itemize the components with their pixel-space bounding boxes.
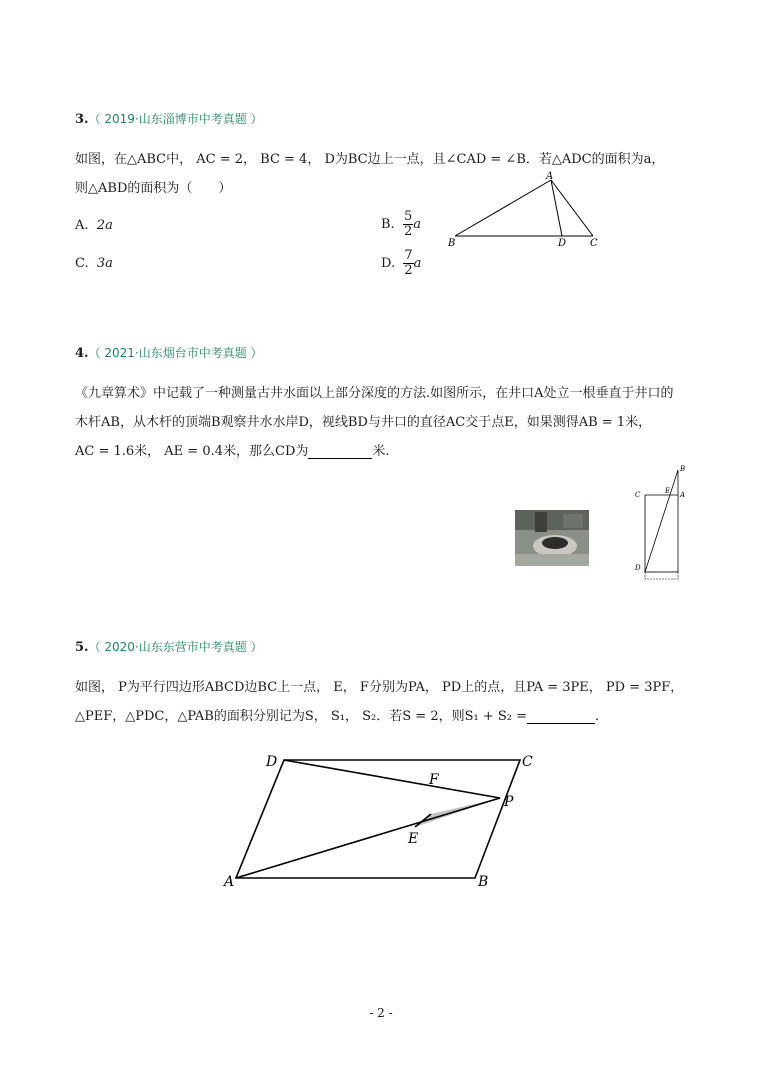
q4-header — [75, 344, 263, 361]
q3-label-a: A — [546, 171, 554, 182]
q5-label-p: P — [504, 794, 514, 810]
q5-text-line1: 如图， P为平行四边形ABCD边BC上一点， E， F分别为PA， PD上的点，且PA = 3PE， PD = 3PF， — [75, 680, 684, 695]
q5-source: （ 2020·山东东营市中考真题 ） — [88, 640, 263, 654]
q4-well-photo — [515, 510, 589, 566]
q3-option-b-numerator: 5 — [403, 209, 413, 224]
q5-label-c: C — [522, 754, 533, 770]
q4-text-line2: 木杆AB，从木杆的顶端B观察井水水岸D，视线BD与井口的直径AC交于点E，如果测得AB = 1米， — [75, 415, 652, 430]
q3-label-b: B — [448, 238, 456, 249]
q3-option-d-denominator: 2 — [404, 263, 413, 278]
q3-option-d-label: D. — [381, 256, 396, 271]
q4-label-a: A — [680, 491, 686, 499]
q4-text-line3b: 米. — [372, 444, 390, 459]
q3-text-line2: 则△ABD的面积为（ ） — [75, 181, 232, 196]
q3-option-b-var: a — [413, 217, 421, 232]
q5-text-line2a: △PEF，△PDC，△PAB的面积分别记为S， S₁， S₂．若S = 2，则S₁ + S₂ = — [75, 709, 528, 724]
q3-triangle-figure — [445, 168, 605, 252]
q3-number: 3. — [75, 112, 89, 127]
page-number: - 2 - — [369, 1006, 393, 1020]
q5-header — [75, 638, 263, 655]
q3-option-d-var: a — [413, 256, 422, 271]
q5-number: 5. — [75, 640, 89, 655]
q5-label-e: E — [408, 831, 419, 847]
q3-option-d[interactable] — [381, 249, 421, 278]
q3-option-d-numerator: 7 — [404, 248, 413, 263]
q5-text-line2 — [75, 705, 599, 724]
q5-text-line2b: . — [595, 709, 600, 724]
q5-label-f: F — [429, 772, 439, 788]
q3-option-b[interactable] — [381, 210, 421, 239]
q4-label-e: E — [665, 487, 671, 495]
q3-source: （ 2019·山东淄博市中考真题 ） — [88, 112, 263, 126]
q3-option-a[interactable] — [75, 218, 113, 233]
q4-label-c: C — [635, 491, 641, 499]
q4-text-line1: 《九章算术》中记载了一种测量古井水面以上部分深度的方法.如图所示，在井口A处立一根垂直于井口的 — [75, 386, 674, 401]
q4-label-b: B — [680, 465, 686, 473]
q3-option-c-value: 3a — [96, 256, 113, 271]
q3-option-a-value: 2a — [96, 218, 113, 233]
q3-label-c: C — [590, 238, 598, 249]
q3-option-c-label: C. — [75, 256, 89, 271]
q5-label-d: D — [266, 754, 278, 770]
q4-source: （ 2021·山东烟台市中考真题 ） — [88, 346, 263, 360]
q3-header — [75, 110, 263, 127]
q4-label-d: D — [635, 564, 641, 572]
q4-text-line3a: AC = 1.6米， AE = 0.4米，那么CD为 — [75, 444, 309, 459]
q5-label-b: B — [478, 874, 489, 890]
q4-text-line3 — [75, 440, 390, 459]
q3-label-d: D — [558, 238, 567, 249]
q5-parallelogram-figure — [220, 748, 550, 893]
q5-label-a: A — [224, 874, 235, 890]
q3-option-b-label: B. — [381, 217, 395, 232]
q3-option-b-denominator: 2 — [403, 224, 413, 239]
q4-answer-blank[interactable] — [308, 446, 372, 459]
q3-text-line1: 如图，在△ABC中， AC = 2， BC = 4， D为BC边上一点，且∠CAD = ∠B．若△ADC的面积为a， — [75, 152, 665, 167]
q3-option-a-label: A. — [75, 218, 89, 233]
q5-answer-blank[interactable] — [527, 711, 595, 724]
q3-option-c[interactable] — [75, 256, 113, 271]
q4-well-diagram — [630, 462, 690, 582]
q4-number: 4. — [75, 346, 89, 361]
